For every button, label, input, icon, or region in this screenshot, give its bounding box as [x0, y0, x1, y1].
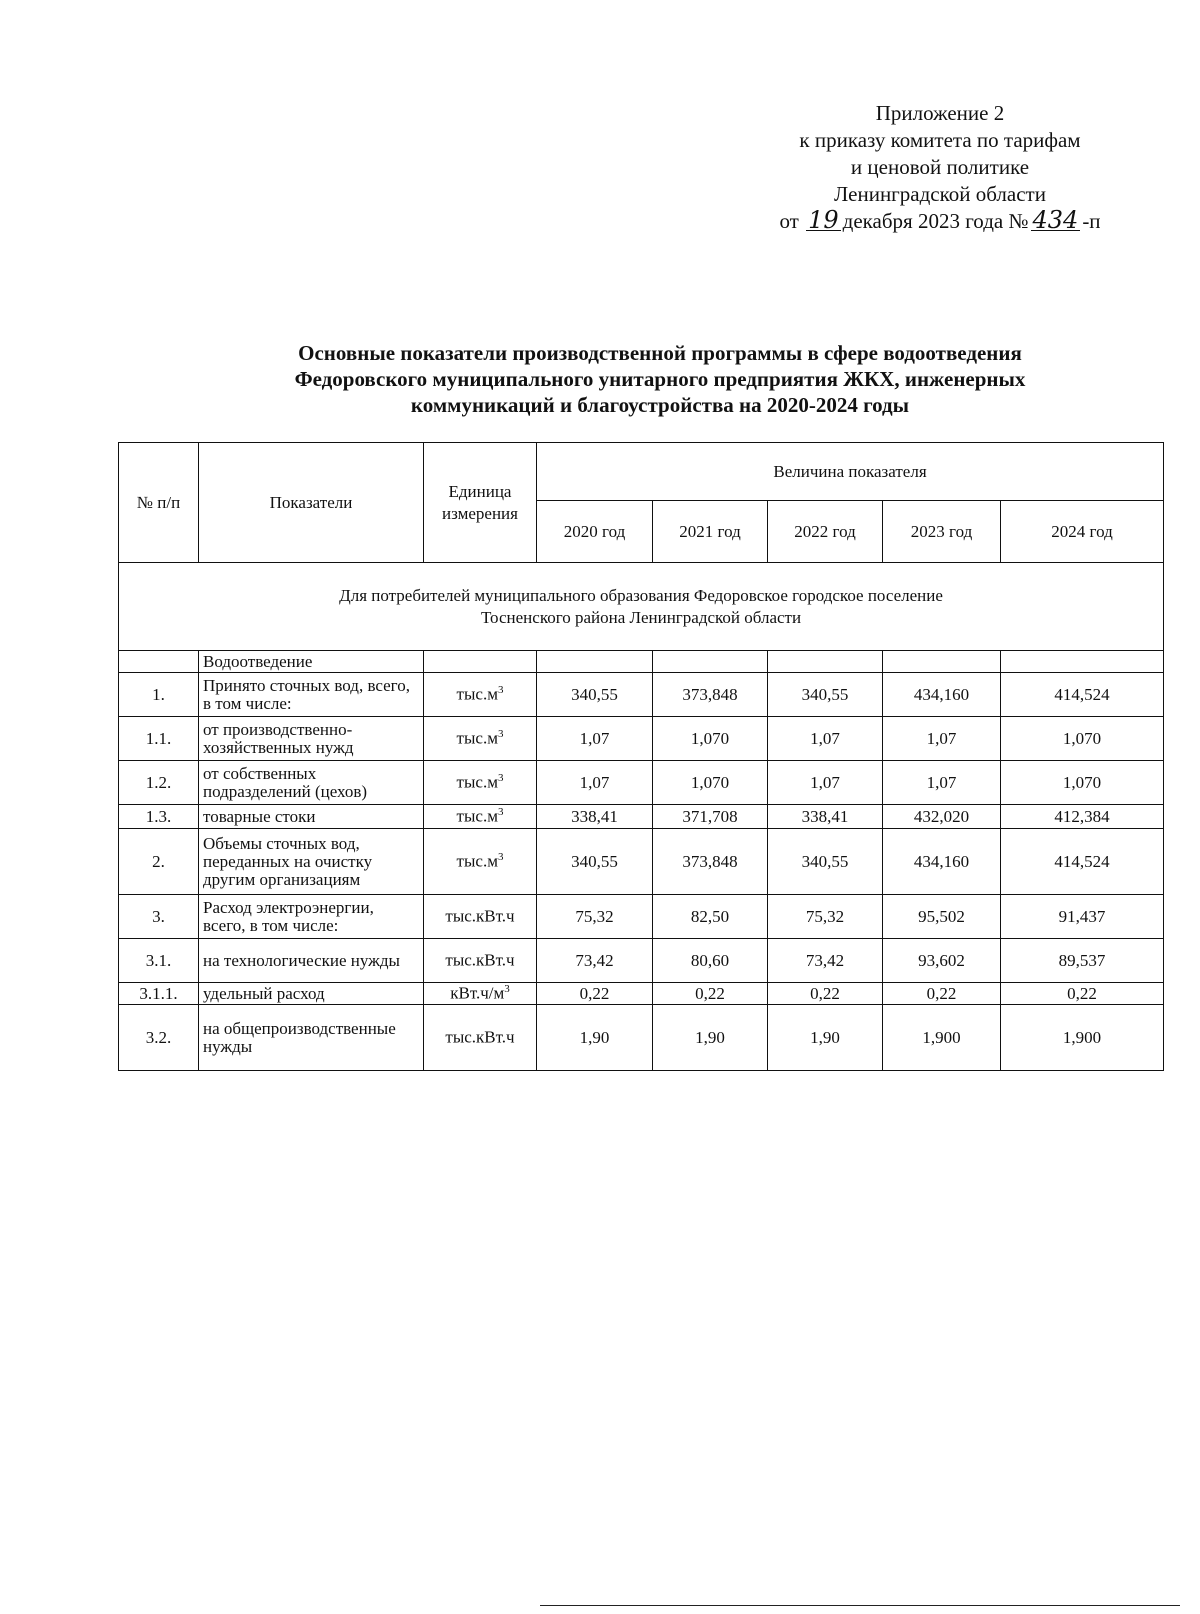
row-name: на технологические нужды [199, 939, 424, 983]
row-value: 338,41 [768, 805, 883, 829]
row-num: 3. [119, 895, 199, 939]
header-num: № п/п [119, 443, 199, 563]
title-line-1: Основные показатели производственной программы в сфере водоотведения [298, 341, 1022, 365]
row-value: 73,42 [768, 939, 883, 983]
row-value: 414,524 [1001, 673, 1164, 717]
row-value: 93,602 [883, 939, 1001, 983]
row-value: 1,90 [768, 1005, 883, 1071]
row-num: 1.1. [119, 717, 199, 761]
row-name: от собственных подразделений (цехов) [199, 761, 424, 805]
row-value: 1,070 [1001, 717, 1164, 761]
empty-cell [768, 651, 883, 673]
row-value: 1,07 [537, 761, 653, 805]
row-value: 75,32 [768, 895, 883, 939]
row-name: Объемы сточных вод, переданных на очистку другим организациям [199, 829, 424, 895]
document-title [200, 340, 1120, 418]
row-value: 340,55 [768, 673, 883, 717]
row-value: 73,42 [537, 939, 653, 983]
row-value: 91,437 [1001, 895, 1164, 939]
row-name: от производственно-хозяйственных нужд [199, 717, 424, 761]
annex-line-3: и ценовой политике [850, 155, 1030, 179]
table-row [119, 1005, 1164, 1071]
row-num: 2. [119, 829, 199, 895]
row-name: на общепроизводственные нужды [199, 1005, 424, 1071]
row-value: 0,22 [883, 983, 1001, 1005]
row-value: 412,384 [1001, 805, 1164, 829]
annex-line-1: Приложение 2 [875, 101, 1005, 125]
row-value: 1,90 [537, 1005, 653, 1071]
row-num: 3.1.1. [119, 983, 199, 1005]
bottom-rule [540, 1605, 1180, 1606]
title-line-3: коммуникаций и благоустройства на 2020-2024 годы [410, 393, 910, 417]
row-value: 1,07 [768, 761, 883, 805]
indicators-table [118, 442, 1164, 1071]
row-value: 1,070 [653, 761, 768, 805]
section-line-1: Для потребителей муниципального образования Федоровское городское поселение [339, 585, 943, 605]
empty-cell [1001, 651, 1164, 673]
row-value: 432,020 [883, 805, 1001, 829]
row-value: 340,55 [768, 829, 883, 895]
row-value: 1,900 [883, 1005, 1001, 1071]
table-row [119, 761, 1164, 805]
row-value: 434,160 [883, 673, 1001, 717]
row-name: удельный расход [199, 983, 424, 1005]
annex-month-year: декабря 2023 года № [842, 209, 1029, 233]
row-unit: тыс.кВт.ч [424, 1005, 537, 1071]
row-num: 1.2. [119, 761, 199, 805]
header-year: 2024 год [1001, 501, 1164, 563]
table-row [119, 939, 1164, 983]
row-num: 3.1. [119, 939, 199, 983]
row-unit: тыс.кВт.ч [424, 939, 537, 983]
header-year: 2020 год [537, 501, 653, 563]
row-num: 1. [119, 673, 199, 717]
row-value: 1,070 [1001, 761, 1164, 805]
row-value: 0,22 [537, 983, 653, 1005]
row-value: 0,22 [768, 983, 883, 1005]
row-name: Расход электроэнергии, всего, в том числе: [199, 895, 424, 939]
section-header [119, 563, 1164, 651]
row-name: Принято сточных вод, всего, в том числе: [199, 673, 424, 717]
header-year: 2021 год [653, 501, 768, 563]
annex-from: от [779, 209, 799, 233]
row-value: 1,07 [537, 717, 653, 761]
table-row [119, 895, 1164, 939]
row-unit: $тыс.м^3$ [424, 761, 537, 805]
row-value: 373,848 [653, 829, 768, 895]
section-line-2: Тосненского района Ленинградской области [480, 607, 802, 627]
header-year: 2022 год [768, 501, 883, 563]
annex-header [700, 100, 1180, 235]
handwritten-number: 434 [1032, 206, 1079, 234]
table-row [119, 717, 1164, 761]
row-value: 1,070 [653, 717, 768, 761]
header-year: 2023 год [883, 501, 1001, 563]
row-value: 373,848 [653, 673, 768, 717]
row-unit: $тыс.м^3$ [424, 829, 537, 895]
row-unit: $тыс.м^3$ [424, 805, 537, 829]
row-unit: тыс.кВт.ч [424, 895, 537, 939]
table-row [119, 829, 1164, 895]
group-label: Водоотведение [199, 651, 424, 673]
row-unit: $кВт.ч/м^3$ [424, 983, 537, 1005]
row-num: 1.3. [119, 805, 199, 829]
row-value: 82,50 [653, 895, 768, 939]
header-indicator: Показатели [199, 443, 424, 563]
row-value: 1,90 [653, 1005, 768, 1071]
table-row [119, 673, 1164, 717]
header-value-group: Величина показателя [537, 443, 1164, 501]
row-value: 340,55 [537, 673, 653, 717]
row-value: 414,524 [1001, 829, 1164, 895]
group-num-cell [119, 651, 199, 673]
row-value: 371,708 [653, 805, 768, 829]
row-value: 1,07 [768, 717, 883, 761]
empty-cell [424, 651, 537, 673]
row-value: 340,55 [537, 829, 653, 895]
row-value: 95,502 [883, 895, 1001, 939]
row-value: 0,22 [653, 983, 768, 1005]
row-num: 3.2. [119, 1005, 199, 1071]
annex-line-2: к приказу комитета по тарифам [799, 128, 1081, 152]
row-value: 0,22 [1001, 983, 1164, 1005]
row-value: 75,32 [537, 895, 653, 939]
annex-line-4: Ленинградской области [834, 182, 1046, 206]
table-row [119, 983, 1164, 1005]
row-value: 1,07 [883, 717, 1001, 761]
title-line-2: Федоровского муниципального унитарного предприятия ЖКХ, инженерных [294, 367, 1026, 391]
row-unit: $тыс.м^3$ [424, 717, 537, 761]
row-value: 1,07 [883, 761, 1001, 805]
annex-date-line [700, 208, 1180, 235]
row-value: 434,160 [883, 829, 1001, 895]
row-name: товарные стоки [199, 805, 424, 829]
annex-suffix: -п [1082, 209, 1101, 233]
handwritten-day: 19 [808, 206, 839, 234]
header-unit: Единица измерения [424, 443, 537, 563]
empty-cell [537, 651, 653, 673]
table-row [119, 805, 1164, 829]
row-value: 338,41 [537, 805, 653, 829]
row-value: 80,60 [653, 939, 768, 983]
empty-cell [653, 651, 768, 673]
row-value: 1,900 [1001, 1005, 1164, 1071]
empty-cell [883, 651, 1001, 673]
row-unit: $тыс.м^3$ [424, 673, 537, 717]
row-value: 89,537 [1001, 939, 1164, 983]
